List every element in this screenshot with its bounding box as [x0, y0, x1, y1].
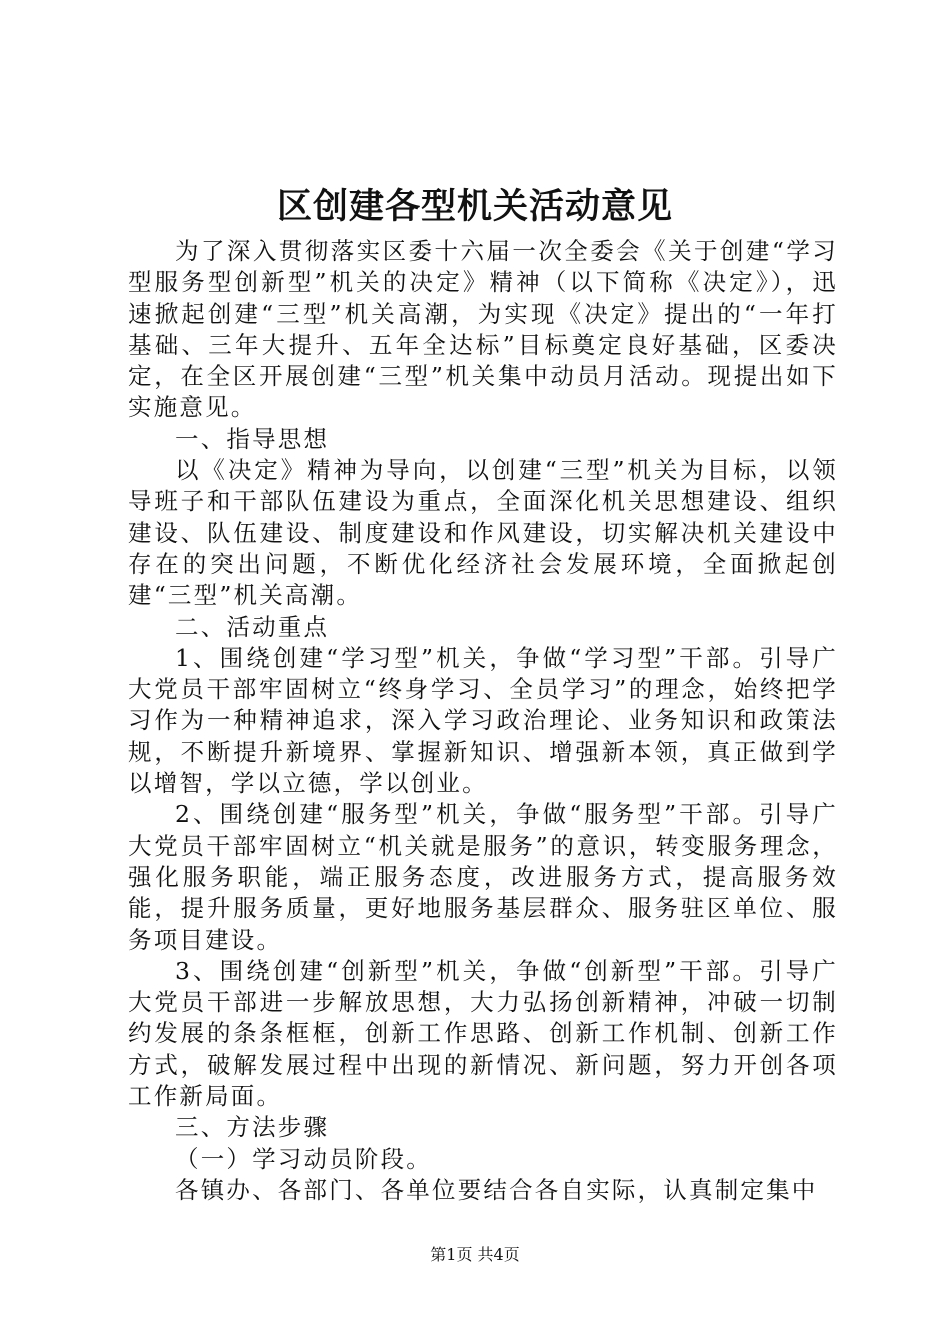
section-heading-methods-steps: 三、方法步骤	[175, 1113, 330, 1142]
paragraph-intro: 为了深入贯彻落实区委十六届一次全委会《关于创建“学习型服务型创新型”机关的决定》精神（以下简称《决定》），迅速掀起创建“三型”机关高潮，为实现《决定》提出的“一年打基础、三年大提升、五年全达标”目标奠定良好基础，区委决定，在全区开展创建“三型”机关集中动员月活动。现提出如下实施意见。	[128, 237, 838, 422]
page-footer	[0, 1244, 950, 1266]
section-heading-key-activities: 二、活动重点	[175, 612, 330, 641]
paragraph-learning-type: 1、围绕创建“学习型”机关，争做“学习型”干部。引导广大党员干部牢固树立“终身学习、全员学习”的理念，始终把学习作为一种精神追求，深入学习政治理论、业务知识和政策法规，不断提升新境界、掌握新知识、增强新本领，真正做到学以增智，学以立德，学以创业。	[128, 643, 838, 798]
page-number: 第1页	[430, 1245, 473, 1264]
section-heading-guiding-ideology: 一、指导思想	[175, 424, 330, 453]
paragraph-study-mobilization: 各镇办、各部门、各单位要结合各自实际，认真制定集中	[175, 1175, 818, 1204]
paragraph-innovation-type: 3、围绕创建“创新型”机关，争做“创新型”干部。引导广大党员干部进一步解放思想，大力弘扬创新精神，冲破一切制约发展的条条框框，创新工作思路、创新工作机制、创新工作方式，破解发展过程中出现的新情况、新问题，努力开创各项工作新局面。	[128, 956, 838, 1111]
document-title: 区创建各型机关活动意见	[276, 186, 673, 227]
paragraph-service-type: 2、围绕创建“服务型”机关，争做“服务型”干部。引导广大党员干部牢固树立“机关就是服务”的意识，转变服务理念，强化服务职能，端正服务态度，改进服务方式，提高服务效能，提升服务质量，更好地服务基层群众、服务驻区单位、服务项目建设。	[128, 800, 838, 954]
subsection-heading-study-mobilization: （一）学习动员阶段。	[175, 1144, 432, 1173]
document-body	[128, 236, 838, 1206]
page-total: 共4页	[477, 1245, 520, 1264]
paragraph-guiding-ideology: 以《决定》精神为导向，以创建“三型”机关为目标，以领导班子和干部队伍建设为重点，全面深化机关思想建设、组织建设、队伍建设、制度建设和作风建设，切实解决机关建设中存在的突出问题，不断优化经济社会发展环境，全面掀起创建“三型”机关高潮。	[128, 456, 838, 610]
